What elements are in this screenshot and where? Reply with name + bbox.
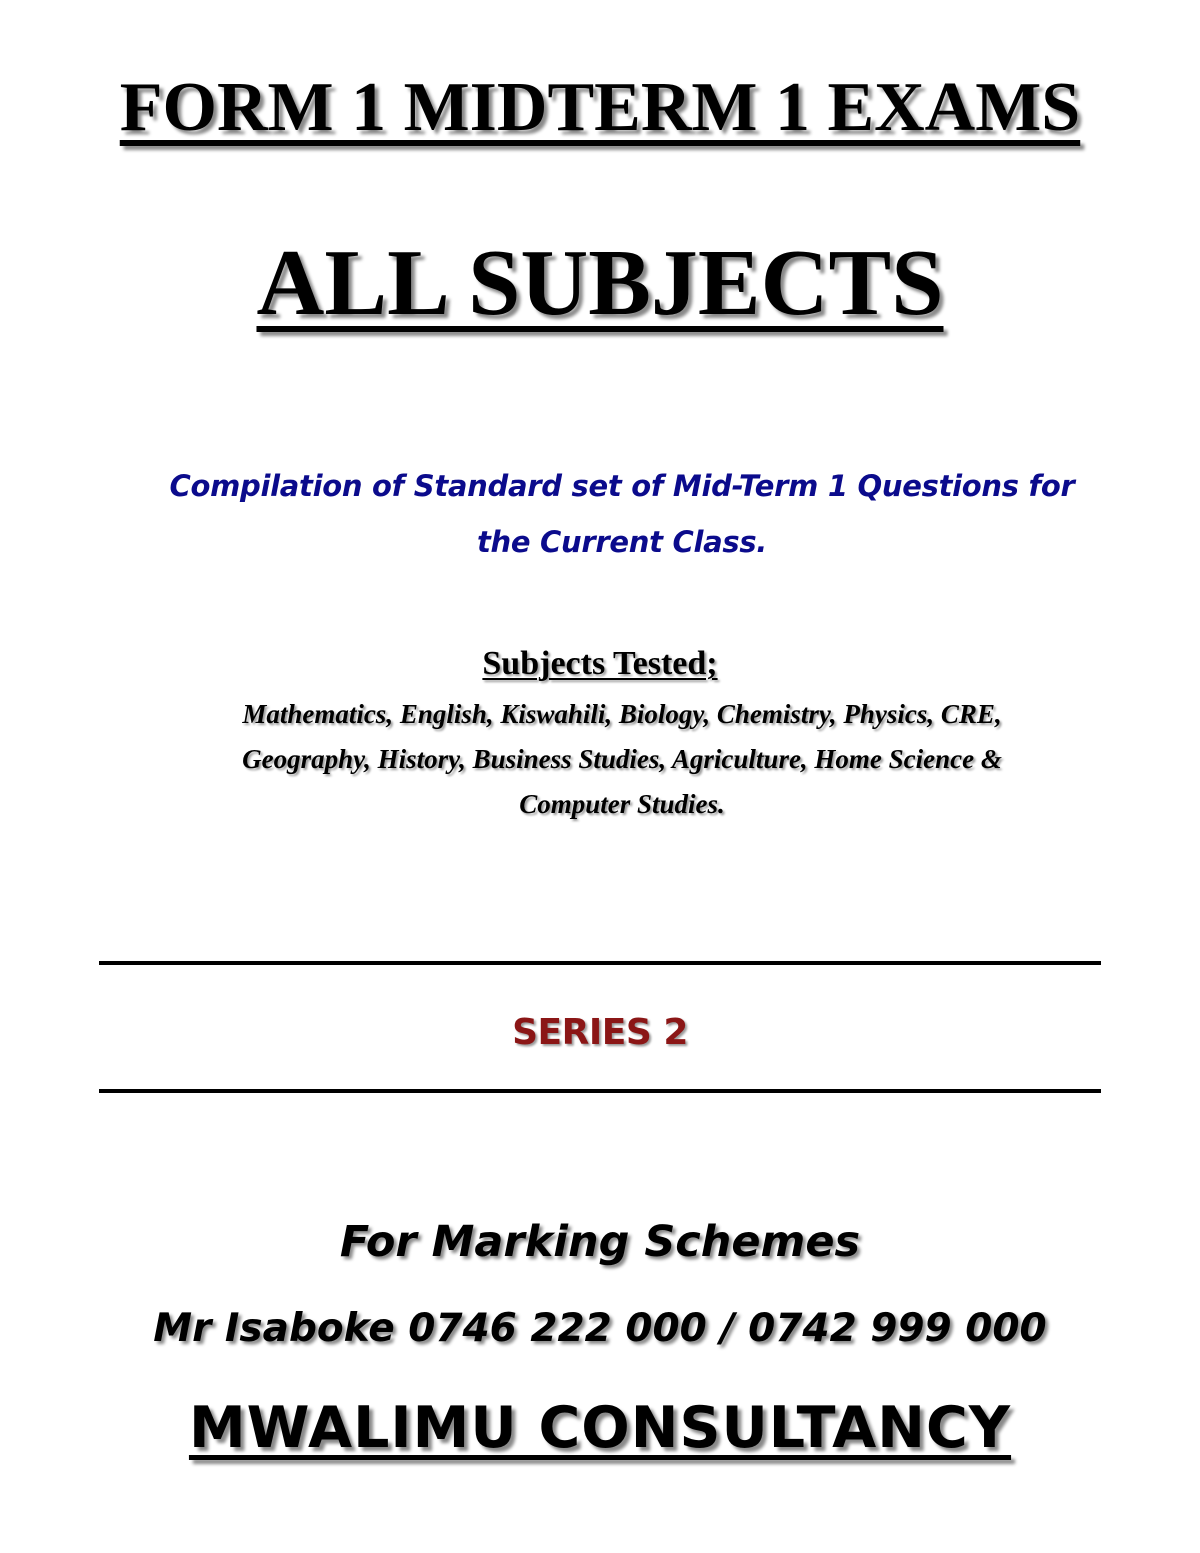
subjects-line-1: Mathematics, English, Kiswahili, Biology, Chemistry, Physics, CRE, <box>242 699 1002 729</box>
document-subtitle: ALL SUBJECTS <box>256 231 944 335</box>
subjects-line-3: Computer Studies. <box>519 789 725 819</box>
series-label: SERIES 2 <box>512 1012 688 1053</box>
divider-top <box>99 961 1101 965</box>
marking-schemes-heading: For Marking Schemes <box>339 1217 861 1267</box>
compilation-line-2: the Current Class. <box>476 525 767 559</box>
subjects-heading: Subjects Tested; <box>482 645 718 682</box>
divider-bottom <box>99 1089 1101 1093</box>
compilation-line-1: Compilation of Standard set of Mid-Term 1 Questions for <box>169 469 1075 503</box>
organization-name: MWALIMU CONSULTANCY <box>188 1395 1012 1461</box>
compilation-description <box>150 458 1094 570</box>
document-title: FORM 1 MIDTERM 1 EXAMS <box>119 69 1081 146</box>
subjects-line-2: Geography, History, Business Studies, Agriculture, Home Science & <box>242 744 1002 774</box>
subjects-list <box>150 692 1094 827</box>
contact-info: Mr Isaboke 0746 222 000 / 0742 999 000 <box>153 1306 1047 1351</box>
